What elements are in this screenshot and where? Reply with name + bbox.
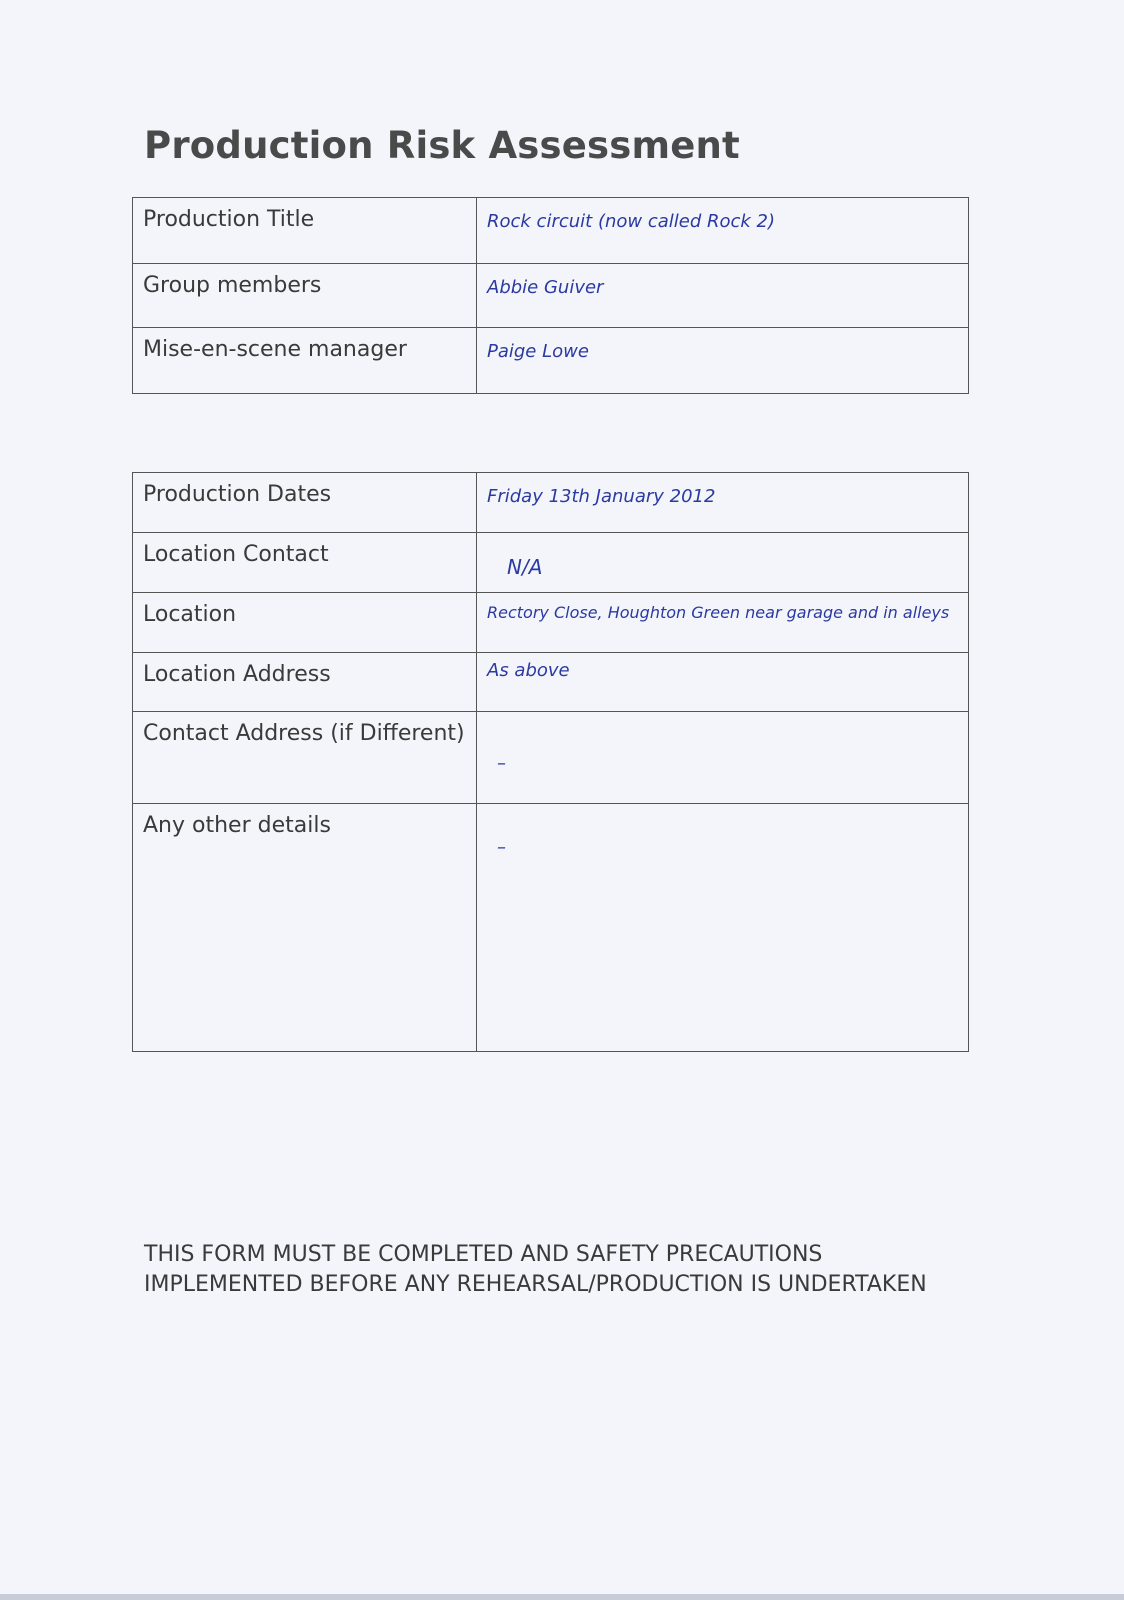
contact-address-value[interactable]: – [477,712,969,804]
table-row [133,198,969,264]
production-title-value[interactable]: Rock circuit (now called Rock 2) [477,198,969,264]
scan-edge [0,1594,1124,1600]
table-row [133,804,969,1052]
production-info-table [132,197,969,394]
production-dates-label: Production Dates [133,473,477,533]
page-title: Production Risk Assessment [144,124,740,167]
contact-address-label: Contact Address (if Different) [133,712,477,804]
location-contact-label: Location Contact [133,533,477,593]
table-row [133,712,969,804]
mise-en-scene-manager-value[interactable]: Paige Lowe [477,328,969,394]
table-row [133,653,969,712]
production-dates-value[interactable]: Friday 13th January 2012 [477,473,969,533]
location-address-label: Location Address [133,653,477,712]
table-row [133,593,969,653]
location-address-value[interactable]: As above [477,653,969,712]
location-label: Location [133,593,477,653]
location-value[interactable]: Rectory Close, Houghton Green near garage and in alleys [477,593,969,653]
group-members-value[interactable]: Abbie Guiver [477,264,969,328]
location-contact-value[interactable]: N/A [477,533,969,593]
table-row [133,473,969,533]
other-details-label: Any other details [133,804,477,1052]
group-members-label: Group members [133,264,477,328]
safety-notice: THIS FORM MUST BE COMPLETED AND SAFETY PRECAUTIONS IMPLEMENTED BEFORE ANY REHEARSAL/PRODUCTION IS UNDERTAKEN [144,1242,927,1297]
production-title-label: Production Title [133,198,477,264]
table-row [133,533,969,593]
table-row [133,328,969,394]
location-info-table [132,472,969,1052]
other-details-value[interactable]: – [477,804,969,1052]
mise-en-scene-manager-label: Mise-en-scene manager [133,328,477,394]
table-row [133,264,969,328]
